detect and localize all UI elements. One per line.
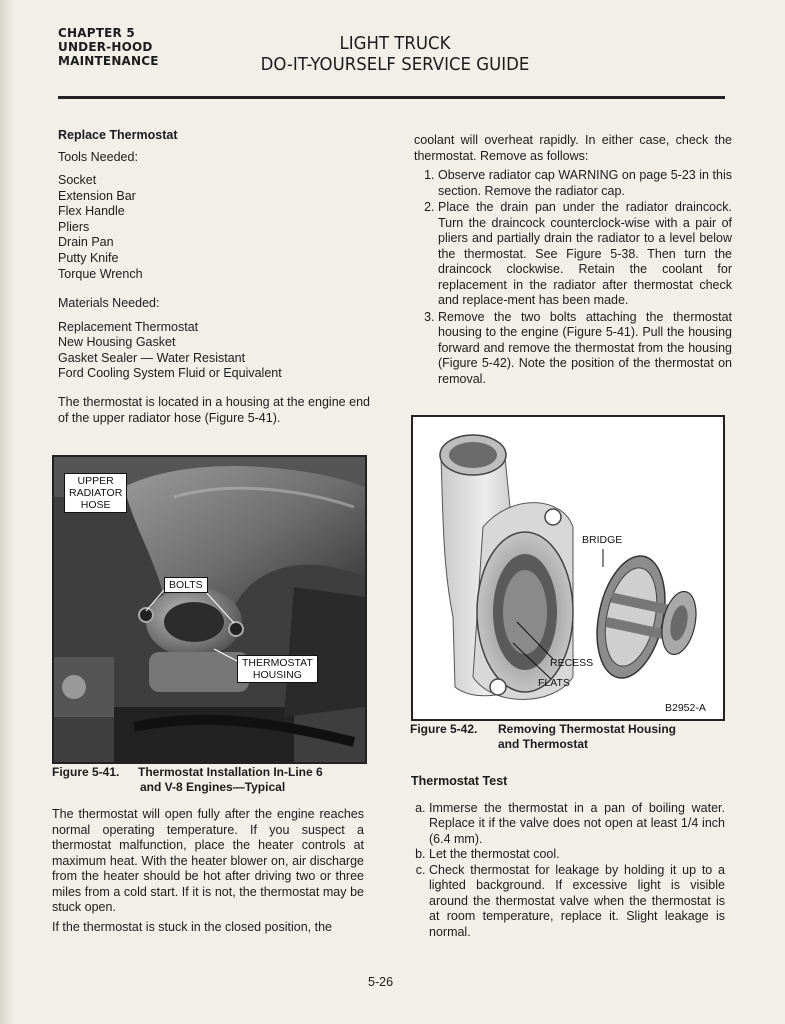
intro-paragraph: The thermostat is located in a housing at the engine end of the upper radiator hose (Figure 5-41). [58, 395, 370, 425]
chapter-name-line1: UNDER-HOOD [58, 40, 153, 54]
removal-steps [414, 168, 732, 387]
list-item: Pliers [58, 219, 90, 234]
thermostat-test-section [411, 774, 725, 940]
page-number: 5-26 [368, 975, 394, 989]
section-heading: Replace Thermostat [58, 128, 178, 142]
recess-label: RECESS [550, 657, 594, 669]
figure-code: B2952-A [665, 702, 706, 714]
list-item: Putty Knife [58, 250, 119, 265]
caption-text: and V-8 Engines—Typical [140, 780, 286, 794]
materials-label: Materials Needed: [58, 296, 160, 311]
header-rule [58, 96, 725, 99]
list-item: Drain Pan [58, 235, 114, 250]
bolts-callout: BOLTS [164, 577, 208, 593]
figure-5-42-illustration [411, 415, 725, 721]
materials-list [58, 320, 370, 382]
book-title [252, 33, 537, 75]
figure-number: Figure 5-42. [410, 722, 478, 736]
test-steps [411, 801, 725, 941]
tools-list [58, 173, 370, 282]
list-item: a. Immerse the thermostat in a pan of boiling water. Replace it if the valve does not open at least 1/4 inch (6.4 mm). [429, 801, 725, 848]
list-item: Socket [58, 173, 97, 187]
caption-text: Thermostat Installation In-Line 6 [138, 765, 323, 779]
continued-paragraph: coolant will overheat rapidly. In either case, check the thermostat. Remove as follows: [414, 133, 732, 163]
body-paragraph: The thermostat will open fully after the engine reaches normal operating temperature. If you suspect a thermostat malfunction, place the heater controls at maximum heat. With the heater blower on, air discharge from the heater should be hot after driving two or three miles from a cold start. If it is not, the thermostat may be stuck open. [52, 807, 364, 914]
list-item: 1. Observe radiator cap WARNING on page 5-23 in this section. Remove the radiator cap. [438, 168, 732, 199]
figure-5-41-caption [52, 765, 364, 795]
list-item: 2. Place the drain pan under the radiator draincock. Turn the draincock counterclock-wise with a pair of pliers and partially drain the radiator to a level below the thermostat. See Figure 5-38. Then turn the draincock clockwise. Retain the coolant for replacement in the radiator after thermostat check and replace-ment has been made. [438, 200, 732, 309]
callout-text: THERMOSTAT [242, 657, 313, 669]
upper-radiator-hose-callout [64, 473, 127, 513]
list-item: Replacement Thermostat [58, 319, 199, 334]
thermostat-housing-callout [237, 655, 318, 683]
figure-5-42-caption [410, 722, 730, 752]
body-paragraph: If the thermostat is stuck in the closed position, the [52, 919, 333, 934]
page-edge-shadow [0, 0, 14, 1024]
book-title-line2: DO-IT-YOURSELF SERVICE GUIDE [260, 54, 530, 75]
chapter-heading [58, 26, 159, 68]
bridge-label: BRIDGE [582, 534, 623, 546]
caption-text: Removing Thermostat Housing [498, 722, 677, 736]
list-item: Torque Wrench [58, 266, 143, 281]
callout-text: RADIATOR [69, 487, 123, 499]
figure-number: Figure 5-41. [52, 765, 120, 779]
chapter-name-line2: MAINTENANCE [58, 54, 159, 68]
list-item: 3. Remove the two bolts attaching the thermostat housing to the engine (Figure 5-41). Pull the housing forward and remove the thermostat from the housing (Figure 5-42). Note the position of the thermostat on removal. [438, 310, 732, 388]
callout-text: HOSE [80, 499, 111, 511]
list-item: b. Let the thermostat cool. [429, 847, 725, 863]
list-item: New Housing Gasket [58, 335, 176, 350]
list-item: Extension Bar [58, 188, 136, 203]
tools-label: Tools Needed: [58, 149, 138, 164]
chapter-number: CHAPTER 5 [58, 26, 135, 40]
book-title-line1: LIGHT TRUCK [339, 33, 451, 54]
list-item: c. Check thermostat for leakage by holding it up to a lighted background. If excessive light is visible around the thermostat valve when the thermostat is at room temperature, replace it. Slight leakage is normal. [429, 863, 725, 941]
left-column [58, 128, 370, 426]
flats-label: FLATS [538, 677, 570, 689]
thermostat-housing-drawing [413, 417, 723, 719]
list-item: Gasket Sealer — Water Resistant [58, 350, 246, 365]
callout-text: HOUSING [252, 669, 302, 681]
left-column-lower [52, 807, 364, 935]
list-item: Flex Handle [58, 204, 125, 219]
list-item: Ford Cooling System Fluid or Equivalent [58, 366, 282, 381]
callout-text: UPPER [77, 475, 114, 487]
right-column [414, 133, 732, 388]
figure-5-41-photo [52, 455, 367, 764]
caption-text: and Thermostat [498, 737, 589, 751]
section-heading: Thermostat Test [411, 774, 508, 788]
